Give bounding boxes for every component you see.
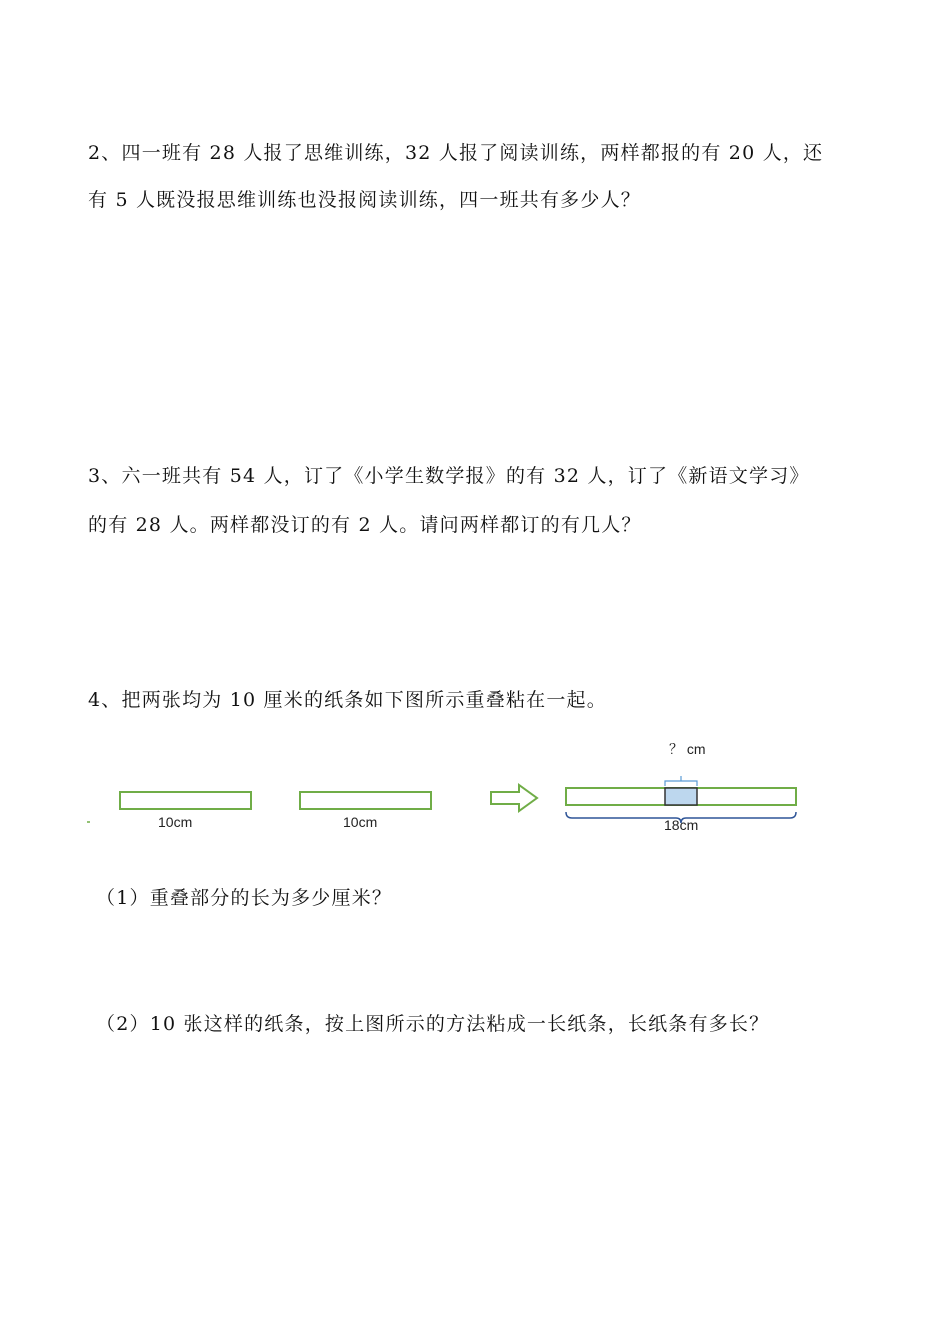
question-4-line-1: 4、把两张均为 10 厘米的纸条如下图所示重叠粘在一起。 [88,689,607,711]
question-4-sub-1: （1）重叠部分的长为多少厘米？ [96,887,393,909]
question-3-line-2: 的有 28 人。两样都没订的有 2 人。请问两样都订的有几人？ [88,514,642,536]
question-3-line-1: 3、六一班共有 54 人，订了《小学生数学报》的有 32 人，订了《新语文学习》 [88,465,810,487]
question-2-line-2: 有 5 人既没报思维训练也没报阅读训练，四一班共有多少人？ [88,189,641,211]
strip-1-length-label: 10cm [158,814,193,830]
strip-2-length-label: 10cm [343,814,378,830]
overlap-brace [665,776,697,786]
total-length-label: 18cm [664,817,699,833]
overlap-length-label: ？ cm [669,741,706,757]
paper-strip-diagram [0,730,950,850]
question-4-sub-2: （2）10 张这样的纸条，按上图所示的方法粘成一长纸条，长纸条有多长？ [96,1013,770,1035]
question-2-line-1: 2、四一班有 28 人报了思维训练，32 人报了阅读训练，两样都报的有 20 人，还 [88,142,824,164]
paper-strip-1 [120,792,251,809]
right-arrow-icon [491,785,537,811]
overlap-region [665,788,697,805]
paper-strip-2 [300,792,431,809]
